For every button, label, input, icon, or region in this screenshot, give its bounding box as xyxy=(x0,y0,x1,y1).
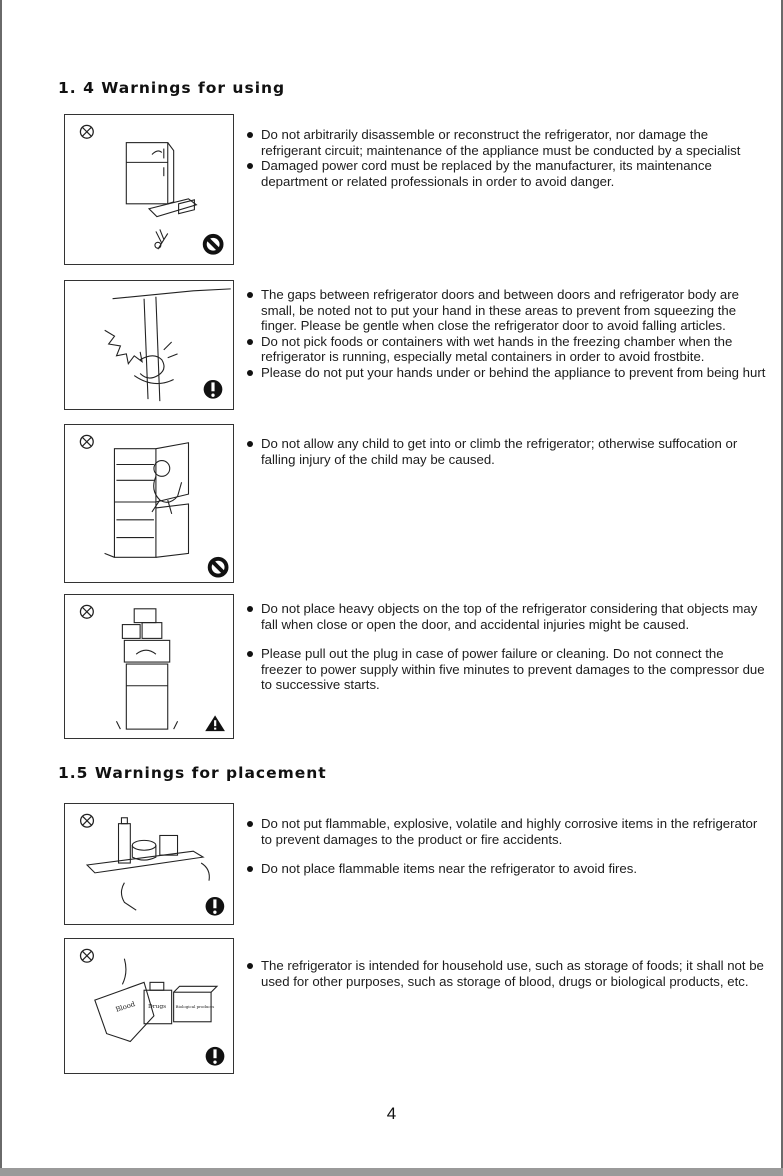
finger-pinch-drawing xyxy=(65,281,233,409)
flammable-items-drawing xyxy=(65,804,233,924)
no-sign-small-icon xyxy=(80,435,93,448)
mandatory-icon xyxy=(206,1047,225,1066)
blood-drugs-drawing xyxy=(65,939,233,1073)
no-sign-small-icon xyxy=(80,125,93,138)
warning-bullet: The refrigerator is intended for household use, such as storage of foods; it shall not be used for other purposes, such as storage of blood, drugs or biological products, etc. xyxy=(246,958,766,989)
illustration-heavy-objects-on-top xyxy=(64,594,234,739)
warning-bullet: Please pull out the plug in case of power failure or cleaning. Do not connect the freezer to power supply within five minutes to prevent damages to the compressor due to successive starts. xyxy=(246,646,766,693)
warning-bullet: Do not put flammable, explosive, volatile and highly corrosive items in the refrigerator to prevent damages to the product or fire accidents. xyxy=(246,816,766,847)
prohibited-icon xyxy=(210,559,227,576)
no-sign-small-icon xyxy=(81,949,94,962)
child-climbing-drawing xyxy=(65,425,233,582)
illustration-refrigerator-with-tools xyxy=(64,114,234,265)
warning-bullet: Do not place heavy objects on the top of the refrigerator considering that objects may fall when close or open the door, and accidental injuries might be caused. xyxy=(246,601,766,632)
section-title-warnings-for-placement: 1.5 Warnings for placement xyxy=(58,764,327,782)
heavy-objects-drawing xyxy=(65,595,233,738)
warning-icon xyxy=(205,715,225,731)
warning-text-block-4 xyxy=(246,601,766,693)
warning-bullet: Do not place flammable items near the refrigerator to avoid fires. xyxy=(246,861,766,877)
blood-label: Blood xyxy=(114,1000,137,1014)
page-number: 4 xyxy=(386,1104,397,1123)
illustration-finger-pinched-in-door xyxy=(64,280,234,410)
illustration-blood-drugs-biological-products xyxy=(64,938,234,1074)
no-sign-small-icon xyxy=(81,814,94,827)
illustration-flammable-items-on-shelf xyxy=(64,803,234,925)
warning-bullet: Do not pick foods or containers with wet hands in the freezing chamber when the refrigerator is running, especially metal containers in order to avoid frostbite. xyxy=(246,334,766,365)
refrigerator-tools-drawing xyxy=(65,115,233,264)
warning-bullet: The gaps between refrigerator doors and between doors and refrigerator body are small, be noted not to put your hand in these areas to prevent from squeezing the finger. Please be gentle when close the refrigerator door to avoid falling articles. xyxy=(246,287,766,334)
biological-products-label: Biological products xyxy=(175,1003,215,1009)
prohibited-icon xyxy=(205,236,222,253)
page-edge-left xyxy=(0,0,2,1176)
drugs-label: Drugs xyxy=(148,1003,167,1010)
illustration-child-climbing-refrigerator xyxy=(64,424,234,583)
mandatory-icon xyxy=(204,380,223,399)
warning-text-block-2 xyxy=(246,287,766,380)
mandatory-icon xyxy=(206,897,225,916)
page-edge-bottom xyxy=(0,1168,783,1176)
warning-bullet: Please do not put your hands under or behind the appliance to prevent from being hurt xyxy=(246,365,766,381)
warning-text-block-5 xyxy=(246,816,766,877)
warning-text-block-6 xyxy=(246,958,766,989)
warning-text-block-1 xyxy=(246,127,766,189)
section-title-warnings-for-using: 1. 4 Warnings for using xyxy=(58,79,286,97)
warning-text-block-3 xyxy=(246,436,766,467)
no-sign-small-icon xyxy=(80,605,93,618)
warning-bullet: Damaged power cord must be replaced by the manufacturer, its maintenance department or related professionals in order to avoid danger. xyxy=(246,158,766,189)
warning-bullet: Do not allow any child to get into or climb the refrigerator; otherwise suffocation or falling injury of the child may be caused. xyxy=(246,436,766,467)
warning-bullet: Do not arbitrarily disassemble or reconstruct the refrigerator, nor damage the refrigerant circuit; maintenance of the appliance must be conducted by a specialist xyxy=(246,127,766,158)
